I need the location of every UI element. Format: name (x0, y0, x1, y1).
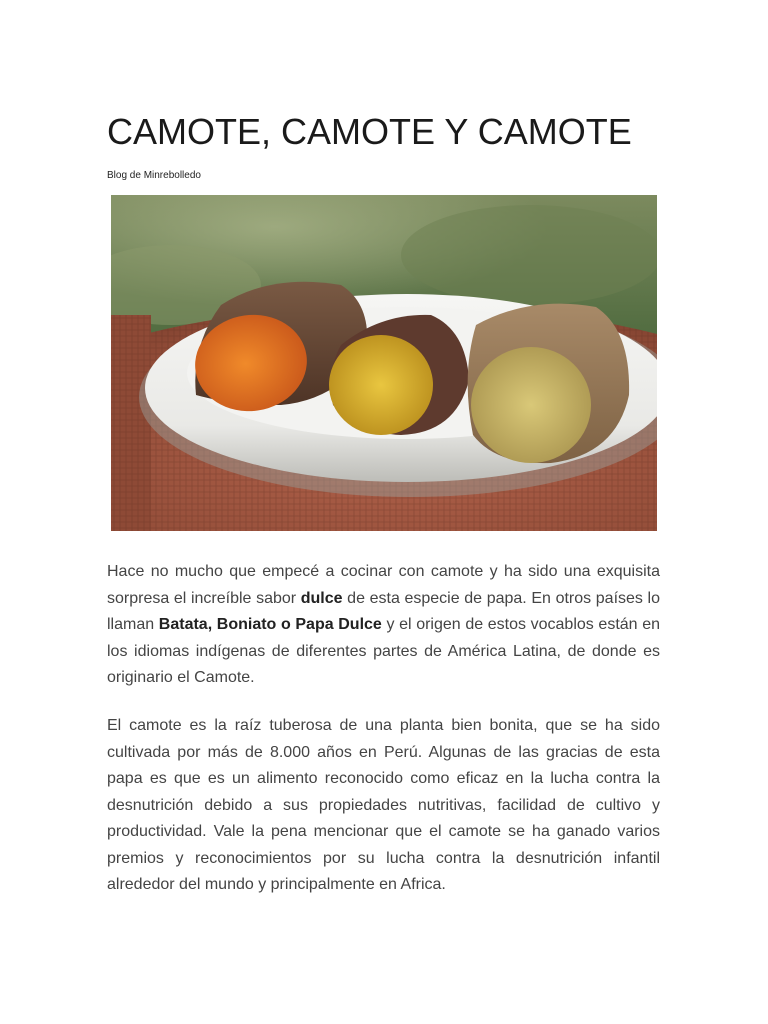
paragraph-1-text-a: Hace no mucho que empecé a cocinar con camote y ha sido una exquisita sorpresa el increíble sabor (107, 563, 660, 607)
article-byline: Blog de Minrebolledo (107, 170, 201, 181)
article-title: CAMOTE, CAMOTE Y CAMOTE (107, 111, 632, 152)
sweet-potato-photo (111, 195, 657, 531)
article-paragraph-2: El camote es la raíz tuberosa de una planta bien bonita, que se ha sido cultivada por más de 8.000 años en Perú. Algunas de las gracias de esta papa es que es un alimento reconocido como eficaz en la lucha contra la desnutrición debido a sus propiedades nutritivas, facilidad de cultivo y productividad. Vale la pena mencionar que el camote se ha ganado varios premios y reconocimientos por su lucha contra la desnutrición infantil alrededor del mundo y principalmente en Africa. (107, 717, 660, 893)
article-paragraph-1 (107, 559, 660, 692)
paragraph-1-bold-names: Batata, Boniato o Papa Dulce (158, 616, 382, 633)
paragraph-1-text-c: y el origen de estos vocablos están en los idiomas indígenas de diferentes partes de América Latina, de donde es originario el Camote. (107, 616, 661, 686)
paragraph-1-bold-dulce: dulce (300, 589, 343, 607)
paragraph-1-text-b: de esta especie de papa. En otros países lo llaman (107, 589, 661, 633)
